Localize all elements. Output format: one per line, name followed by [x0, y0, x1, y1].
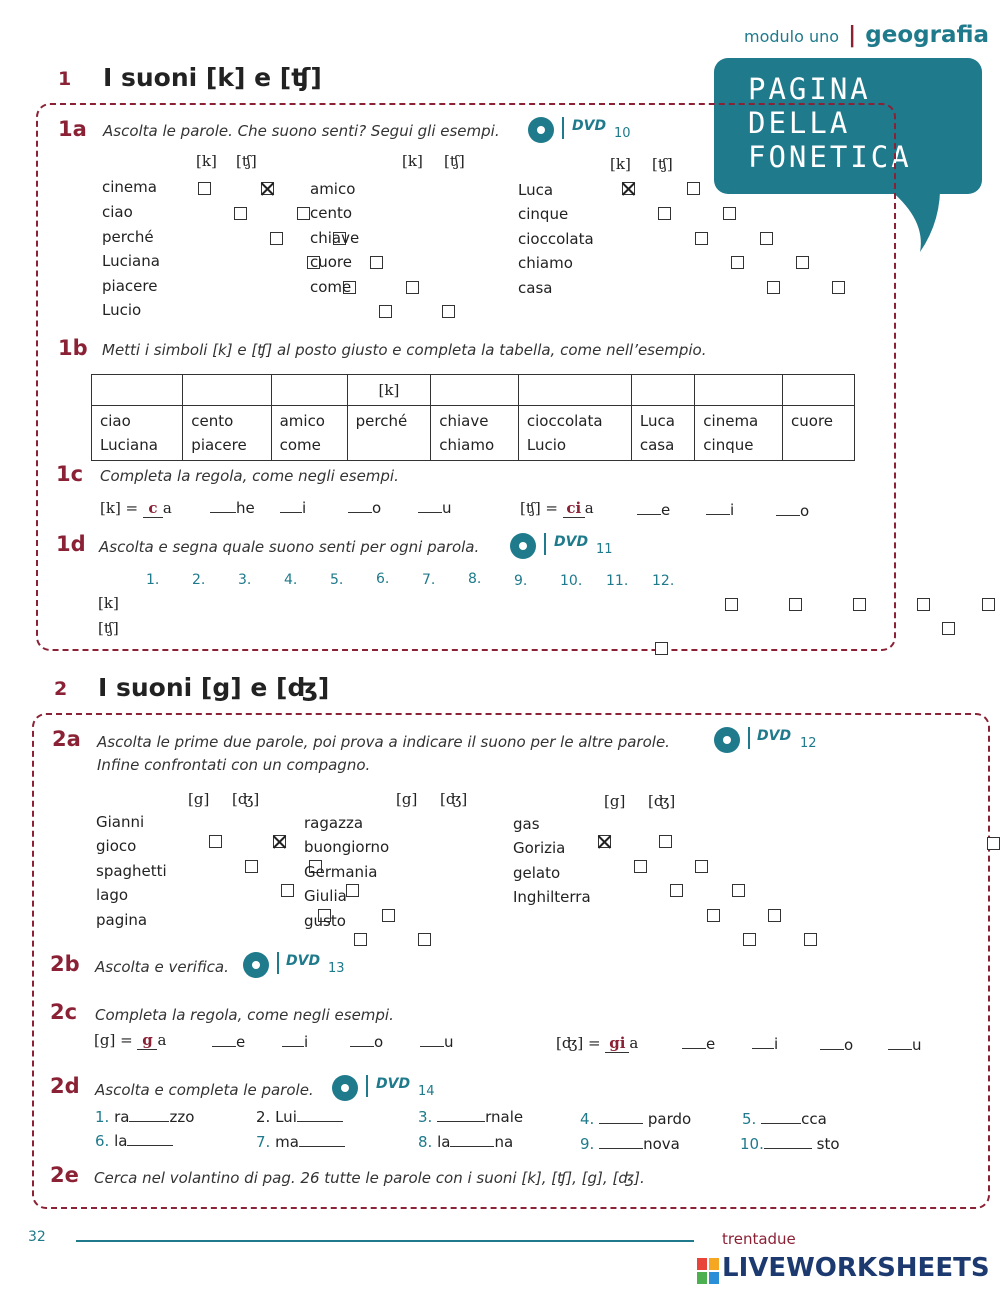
rule-blank[interactable] [420, 1033, 454, 1051]
liveworksheets-watermark: LIVEWORKSHEETS [722, 1253, 990, 1283]
checkbox-k[interactable] [767, 281, 780, 294]
item-prefix: la [114, 1132, 128, 1150]
item-number: 6. [376, 571, 390, 587]
col-header-g: [g] [396, 790, 418, 808]
cell-word: chiave [439, 412, 489, 430]
table-header-cell[interactable] [92, 375, 183, 406]
rule-suffix: o [800, 502, 810, 520]
checkbox-ch[interactable] [942, 622, 955, 635]
rule-k [100, 499, 172, 518]
cell-word: come [279, 436, 321, 454]
table-header-cell[interactable] [631, 375, 694, 406]
item-prefix: ma [275, 1133, 299, 1151]
checkbox-ch[interactable] [261, 182, 274, 195]
fill-blank[interactable] [437, 1121, 485, 1122]
checkbox-dg[interactable] [695, 860, 708, 873]
item-suffix: na [494, 1133, 514, 1151]
ex2d-number: 2d [50, 1074, 80, 1098]
fill-item[interactable] [256, 1108, 343, 1126]
page-word: trentadue [722, 1230, 796, 1248]
fill-item[interactable] [580, 1110, 691, 1128]
ex1a-instruction: Ascolta le parole. Che suono senti? Segui gli esempi. [103, 122, 500, 140]
rule-suffix: i [774, 1035, 779, 1053]
dvd-icon: DVD [757, 728, 792, 744]
checkbox-k[interactable] [379, 305, 392, 318]
item-number: 7. [422, 572, 436, 588]
item-number: 4. [284, 572, 298, 588]
ex2d-instruction: Ascolta e completa le parole. [95, 1081, 314, 1099]
checkbox-dg[interactable] [659, 835, 672, 848]
fill-blank[interactable] [297, 1121, 343, 1122]
checkbox-ch[interactable] [760, 232, 773, 245]
list-item: cento [310, 204, 353, 222]
table-cell [783, 406, 855, 461]
col-header-ch: [ʧ] [444, 152, 465, 170]
icon-divider [748, 727, 750, 749]
dvd-icon: DVD [554, 534, 589, 550]
cell-word: cioccolata [526, 412, 603, 430]
table-header-cell[interactable] [271, 375, 347, 406]
rule-suffix: o [844, 1036, 854, 1054]
ex1c-instruction: Completa la regola, come negli esempi. [100, 467, 399, 485]
checkbox-k[interactable] [789, 598, 802, 611]
item-suffix: sto [816, 1135, 840, 1153]
checkbox-g[interactable] [281, 884, 294, 897]
rule-example-letter: ci [563, 499, 585, 518]
ex1c-number: 1c [56, 462, 84, 486]
item-number: 2. [192, 572, 206, 588]
item-number: 8. [468, 571, 482, 587]
cell-word: ciao [100, 412, 131, 430]
cell-word: cento [191, 412, 234, 430]
module-header [744, 22, 989, 48]
rule-blank[interactable] [706, 501, 734, 519]
item-number: 5. [330, 572, 344, 588]
list-item: gioco [96, 837, 137, 855]
col-header-g: [g] [604, 792, 626, 810]
checkbox-ch[interactable] [406, 281, 419, 294]
item-suffix: rnale [485, 1108, 524, 1126]
item-prefix: ra [114, 1108, 130, 1126]
checkbox-k[interactable] [917, 598, 930, 611]
liveworksheets-logo-icon [697, 1258, 719, 1284]
checkbox-k[interactable] [725, 598, 738, 611]
track-number: 11 [596, 542, 613, 557]
list-item: cinque [518, 205, 569, 223]
cell-word: amico [279, 412, 325, 430]
item-number: 10. [740, 1135, 764, 1153]
rule-blank[interactable] [776, 502, 809, 520]
item-number: 7. [256, 1133, 271, 1151]
audio-cd-icon[interactable] [510, 533, 536, 559]
checkbox-dg[interactable] [418, 933, 431, 946]
ex2c-instruction: Completa la regola, come negli esempi. [95, 1006, 394, 1024]
checkbox-g[interactable] [987, 837, 1000, 850]
cell-word: Lucio [526, 436, 567, 454]
dvd-icon: DVD [572, 118, 607, 134]
table-header-cell[interactable] [695, 375, 783, 406]
rule-suffix: e [661, 501, 671, 519]
table-cell [271, 406, 347, 461]
checkbox-k[interactable] [198, 182, 211, 195]
audio-cd-icon[interactable] [528, 117, 554, 143]
rule-blank[interactable] [820, 1036, 853, 1054]
row-label-k: [k] [98, 594, 119, 612]
badge-line-2: DELLA [748, 106, 851, 140]
ex1a-number: 1a [58, 117, 87, 141]
cell-word: piacere [191, 436, 247, 454]
badge-line-1: PAGINA [748, 72, 871, 106]
rule-suffix: e [706, 1035, 716, 1053]
list-item: Luca [518, 181, 554, 199]
section1-number: 1 [58, 68, 72, 90]
fill-item[interactable] [95, 1132, 173, 1150]
rule-example-vowel: a [629, 1034, 639, 1052]
list-item: piacere [102, 277, 158, 295]
list-item: buongiorno [304, 838, 390, 856]
rule-k-label: [k] = [100, 499, 139, 517]
checkbox-k[interactable] [731, 256, 744, 269]
rule-suffix: u [444, 1033, 454, 1051]
list-item: Gianni [96, 813, 145, 831]
list-item: lago [96, 886, 129, 904]
track-number: 12 [800, 736, 817, 751]
col-header-ch: [ʧ] [652, 155, 673, 173]
rule-blank[interactable] [637, 501, 670, 519]
cell-word: cinque [703, 436, 754, 454]
rule-example-letter: gi [605, 1034, 629, 1053]
rule-example-letter: g [137, 1031, 157, 1050]
checkbox-ch[interactable] [370, 256, 383, 269]
ex2e-instruction: Cerca nel volantino di pag. 26 tutte le parole con i suoni [k], [ʧ], [g], [ʤ]. [94, 1169, 645, 1187]
fill-item[interactable] [418, 1133, 513, 1151]
fill-blank[interactable] [599, 1123, 643, 1124]
rule-blank[interactable] [280, 499, 306, 517]
col-header-k: [k] [196, 152, 217, 170]
checkbox-k[interactable] [270, 232, 283, 245]
badge-line-3: FONETICA [748, 140, 912, 174]
rule-suffix: o [374, 1033, 384, 1051]
list-item: gelato [513, 864, 561, 882]
cell-word: perché [355, 412, 408, 430]
rule-blank[interactable] [752, 1035, 778, 1053]
ex2a-instruction: Ascolta le prime due parole, poi prova a indicare il suono per le altre parole. [97, 733, 670, 751]
list-item: gusto [304, 912, 346, 930]
cell-word: casa [639, 436, 675, 454]
list-item: chiamo [518, 254, 573, 272]
fill-item[interactable] [742, 1110, 827, 1128]
ex1b-instruction: Metti i simboli [k] e [ʧ] al posto giusto e completa la tabella, come nell’esempio. [102, 341, 707, 359]
col-header-dg: [ʤ] [648, 792, 676, 810]
rule-ch-label: [ʧ] = [520, 499, 559, 517]
cell-word: cuore [791, 412, 834, 430]
item-number: 8. [418, 1133, 433, 1151]
ex2c-number: 2c [50, 1000, 78, 1024]
section2-title: I suoni [g] e [ʤ] [98, 673, 330, 702]
rule-example-vowel: a [162, 499, 172, 517]
section2-number: 2 [54, 678, 68, 700]
audio-cd-icon[interactable] [332, 1075, 358, 1101]
rule-example-vowel: a [584, 499, 594, 517]
page-number: 32 [28, 1229, 46, 1245]
list-item: pagina [96, 911, 148, 929]
rule-dg [556, 1034, 638, 1053]
track-number: 13 [328, 961, 345, 976]
table-header-cell: [k] [347, 375, 431, 406]
icon-divider [544, 533, 546, 555]
item-number: 5. [742, 1110, 757, 1128]
rule-ch [520, 499, 594, 518]
checkbox-dg[interactable] [804, 933, 817, 946]
list-item: casa [518, 279, 553, 297]
ex1d-number: 1d [56, 532, 86, 556]
list-item: Giulia [304, 887, 347, 905]
checkbox-k[interactable] [695, 232, 708, 245]
checkbox-ch[interactable] [832, 281, 845, 294]
list-item: Gorizia [513, 839, 566, 857]
checkbox-g[interactable] [634, 860, 647, 873]
checkbox-ch[interactable] [442, 305, 455, 318]
item-prefix: Lui [275, 1108, 297, 1126]
cell-word: Luciana [100, 436, 158, 454]
track-number: 10 [614, 126, 631, 141]
col-header-k: [k] [610, 155, 631, 173]
col-header-g: [g] [188, 790, 210, 808]
ex2a-instruction-2: Infine confrontati con un compagno. [97, 756, 371, 774]
fill-item[interactable] [418, 1108, 523, 1126]
table-header-cell[interactable] [518, 375, 631, 406]
audio-cd-icon[interactable] [243, 952, 269, 978]
list-item: Germania [304, 863, 378, 881]
table-cell [518, 406, 631, 461]
table-cell [347, 406, 431, 461]
checkbox-g[interactable] [670, 884, 683, 897]
table-cell [92, 406, 183, 461]
list-item: cinema [102, 178, 157, 196]
rule-g [94, 1031, 166, 1050]
item-suffix: nova [643, 1135, 680, 1153]
cell-word: Luca [639, 412, 675, 430]
checkbox-ch[interactable] [687, 182, 700, 195]
fill-blank[interactable] [129, 1121, 169, 1122]
section1-title: I suoni [k] e [ʧ] [103, 63, 322, 92]
sound-table [91, 374, 855, 461]
checkbox-ch[interactable] [796, 256, 809, 269]
list-item: Lucio [102, 301, 142, 319]
rule-blank[interactable] [282, 1033, 308, 1051]
rule-suffix: o [372, 499, 382, 517]
item-number: 6. [95, 1132, 110, 1150]
item-suffix: cca [801, 1110, 827, 1128]
cell-word: chiamo [439, 436, 495, 454]
checkbox-dg[interactable] [732, 884, 745, 897]
dvd-icon: DVD [286, 953, 321, 969]
rule-example-letter: c [143, 499, 163, 518]
fill-blank[interactable] [599, 1148, 643, 1149]
ex1d-instruction: Ascolta e segna quale suono senti per ogni parola. [99, 538, 480, 556]
rule-blank[interactable] [888, 1036, 922, 1054]
list-item: chiave [310, 229, 360, 247]
table-cell [631, 406, 694, 461]
checkbox-dg[interactable] [382, 909, 395, 922]
item-number: 3. [238, 572, 252, 588]
icon-divider [366, 1075, 368, 1097]
track-number: 14 [418, 1084, 435, 1099]
table-header-cell[interactable] [431, 375, 519, 406]
checkbox-g[interactable] [707, 909, 720, 922]
rule-example-vowel: a [157, 1031, 167, 1049]
item-number: 3. [418, 1108, 433, 1126]
fill-item[interactable] [95, 1108, 194, 1126]
checkbox-g[interactable] [743, 933, 756, 946]
rule-suffix: he [236, 499, 255, 517]
checkbox-g[interactable] [354, 933, 367, 946]
item-number: 10. [560, 573, 583, 589]
header-divider: | [848, 23, 857, 48]
checkbox-dg[interactable] [346, 884, 359, 897]
table-cell [431, 406, 519, 461]
ex2a-number: 2a [52, 727, 81, 751]
footer-rule [76, 1240, 694, 1242]
fill-blank[interactable] [299, 1146, 345, 1147]
list-item: Inghilterra [513, 888, 591, 906]
checkbox-k[interactable] [982, 598, 995, 611]
fill-blank[interactable] [761, 1123, 801, 1124]
list-item: gas [513, 815, 540, 833]
col-header-ch: [ʧ] [236, 152, 257, 170]
col-header-dg: [ʤ] [232, 790, 260, 808]
fill-blank[interactable] [127, 1145, 173, 1146]
rule-suffix: i [304, 1033, 309, 1051]
checkbox-g[interactable] [245, 860, 258, 873]
list-item: Luciana [102, 252, 160, 270]
item-number: 12. [652, 573, 675, 589]
list-item: spaghetti [96, 862, 167, 880]
table-header-cell[interactable] [183, 375, 271, 406]
rule-g-label: [g] = [94, 1031, 133, 1049]
ex1b-number: 1b [58, 336, 88, 360]
fill-blank[interactable] [764, 1148, 812, 1149]
checkbox-dg[interactable] [273, 835, 286, 848]
ex2e-number: 2e [50, 1163, 79, 1187]
checkbox-dg[interactable] [768, 909, 781, 922]
rule-suffix: u [442, 499, 452, 517]
item-number: 2. [256, 1108, 271, 1126]
rule-blank[interactable] [682, 1035, 715, 1053]
checkbox-k[interactable] [853, 598, 866, 611]
list-item: cioccolata [518, 230, 594, 248]
list-item: come [310, 278, 352, 296]
fill-blank[interactable] [450, 1146, 494, 1147]
fill-item[interactable] [740, 1135, 840, 1153]
item-number: 1. [95, 1108, 110, 1126]
table-cell [183, 406, 271, 461]
table-header-cell[interactable] [783, 375, 855, 406]
dvd-icon: DVD [376, 1076, 411, 1092]
rule-dg-label: [ʤ] = [556, 1034, 601, 1052]
ex2b-number: 2b [50, 952, 80, 976]
checkbox-ch[interactable] [723, 207, 736, 220]
item-number: 9. [580, 1135, 595, 1153]
checkbox-ch[interactable] [655, 642, 668, 655]
item-number: 11. [606, 573, 629, 589]
col-header-dg: [ʤ] [440, 790, 468, 808]
item-suffix: pardo [647, 1110, 692, 1128]
checkbox-k[interactable] [658, 207, 671, 220]
list-item: ragazza [304, 814, 364, 832]
item-number: 4. [580, 1110, 595, 1128]
rule-blank[interactable] [418, 499, 452, 517]
item-number: 1. [146, 572, 160, 588]
item-suffix: zzo [169, 1108, 195, 1126]
col-header-k: [k] [402, 152, 423, 170]
checkbox-k[interactable] [234, 207, 247, 220]
rule-blank[interactable] [348, 499, 381, 517]
item-number: 9. [514, 573, 528, 589]
rule-blank[interactable] [350, 1033, 383, 1051]
fill-item[interactable] [580, 1135, 680, 1153]
fill-item[interactable] [256, 1133, 345, 1151]
list-item: perché [102, 228, 154, 246]
checkbox-g[interactable] [209, 835, 222, 848]
list-item: ciao [102, 203, 133, 221]
cell-word: cinema [703, 412, 759, 430]
checkbox-g[interactable] [598, 835, 611, 848]
list-item: amico [310, 180, 356, 198]
rule-blank[interactable] [212, 1033, 245, 1051]
rule-suffix: i [302, 499, 307, 517]
icon-divider [562, 117, 564, 139]
rule-suffix: i [730, 501, 735, 519]
rule-suffix: u [912, 1036, 922, 1054]
audio-cd-icon[interactable] [714, 727, 740, 753]
rule-blank[interactable] [210, 499, 255, 517]
checkbox-k[interactable] [622, 182, 635, 195]
ex2b-instruction: Ascolta e verifica. [95, 958, 229, 976]
item-prefix: la [437, 1133, 451, 1151]
checkbox-ch[interactable] [297, 207, 310, 220]
table-cell [695, 406, 783, 461]
rule-suffix: e [236, 1033, 246, 1051]
module-label: modulo uno [744, 27, 840, 46]
icon-divider [277, 952, 279, 974]
list-item: cuore [310, 253, 352, 271]
topic-label: geografia [865, 22, 990, 48]
row-label-ch: [ʧ] [98, 619, 119, 637]
